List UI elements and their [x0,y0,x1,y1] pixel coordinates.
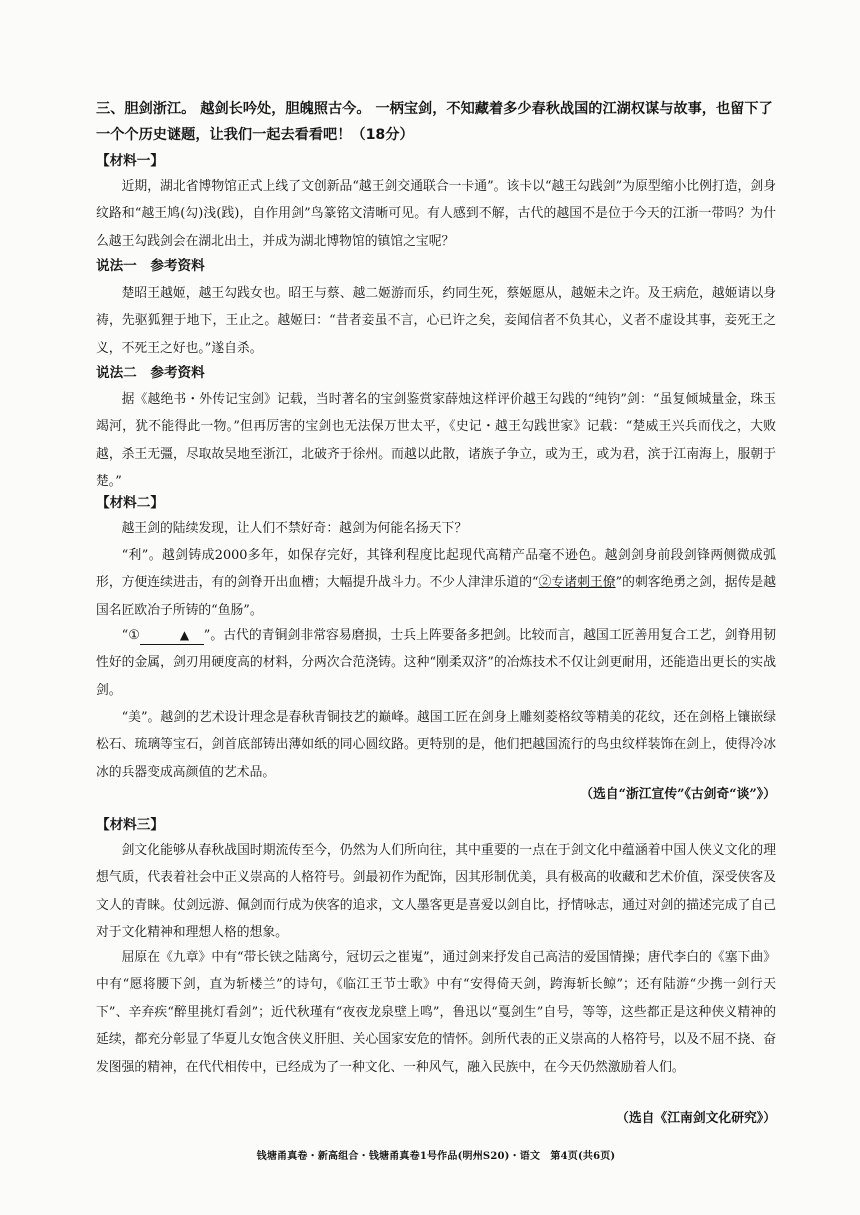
underlined-phrase: ②专诸刺王僚 [538,575,616,591]
material-2-mei-paragraph: “美”。越剑的艺术设计理念是春秋青铜技艺的巅峰。越国工匠在剑身上雕刻菱格纹等精美的花纹，还在剑格上镶嵌绿松石、琉璃等宝石，剑首底部铸出薄如纸的同心圆纹路。更特别的是，他们把越国流行的鸟虫纹样装饰在剑上，使得冷冰冰的兵器变成高颜值的艺术品。 [96,710,776,780]
li-text-a: “利”。越剑铸成2000多年，如保存完好，其锋利程度比起现代高精产品毫不逊色。越剑剑身前段剑锋两侧微成弧形，方便连续进击，有的剑脊开出血槽；大幅提升战斗力。不少人津津乐道的“ [96,548,776,591]
material-2-intro: 越王剑的陆续发现，让人们不禁好奇：越剑为何能名扬天下？ [121,521,468,536]
material-2-source: （选自“浙江宣传”《古剑奇“谈”》） [580,787,776,802]
material-2-li-paragraph [96,542,776,624]
theory-1-text: 楚昭王越姬，越王勾践女也。昭王与蔡、越二姬游而乐，约同生死，蔡姬愿从，越姬未之许。及王病危，越姬请以身祷，先驱狐狸于地下，王止之。越姬曰：“昔者妾虽不言，心已许之矣，妾闻信者不负其心，义者不虚设其事，妾死王之义，不死王之好也。”遂自杀。 [96,286,776,356]
triangle-icon: ▲ [179,628,190,642]
material-1-paragraph: 近期，湖北省博物馆正式上线了文创新品“越王剑交通联合一卡通”。该卡以“越王勾践剑”为原型缩小比例打造，剑身纹路和“越王鸠(勾)浅(践)，自作用剑”鸟篆铭文清晰可见。有人感到不解，古代的越国不是位于今天的江浙一带吗？为什么越王勾践剑会在湖北出土，并成为湖北博物馆的镇馆之宝呢？ [96,179,776,249]
li-text-b: ”的刺客绝勇之剑，据传是越国名匠欧冶子所铸的“鱼肠”。 [96,575,776,618]
material-1-label: 【材料一】 [96,153,164,169]
page-footer: 钱塘甬真卷・新高组合・钱塘甬真卷1号作品(明州S20)・语文 第4页(共6页) [256,1151,616,1162]
material-3-paragraph-1: 剑文化能够从春秋战国时期流传至今，仍然为人们所向往，其中重要的一点在于剑文化中蕴涵着中国人侠义文化的理想气质，代表着社会中正义崇高的人格符号。剑最初作为配饰，因其形制优美，具有极高的收藏和艺术价值，深受侠客及文人的青睐。仗剑远游、佩剑而行成为侠客的追求，文人墨客更是喜爱以剑自比，抒情咏志，通过对剑的描述完成了自己对于文化精神和理想人格的想象。 [96,843,776,941]
question-header: 三、胆剑浙江。 越剑长吟处，胆魄照古今。 一柄宝剑，不知藏着多少春秋战国的江湖权谋与故事，也留下了一个个历史谜题，让我们一起去看看吧！（18分） [96,101,773,143]
blank-prefix: “① [121,628,140,643]
material-3-source: （选自《江南剑文化研究》） [616,1111,776,1126]
material-2-label: 【材料二】 [96,495,164,511]
material-2-blank-paragraph [96,622,776,704]
theory-2-label: 说法二 参考资料 [96,365,205,381]
blank-after-text: ”。古代的青铜剑非常容易磨损，士兵上阵要备多把剑。比较而言，越国工匠善用复合工艺，剑脊用韧性好的金属，剑刃用硬度高的材料，分两次合范浇铸。这种“刚柔双济”的冶炼技术不仅让剑更耐用，还能造出更长的实战剑。 [96,628,776,698]
theory-1-label: 说法一 参考资料 [96,258,205,274]
fill-in-blank [140,627,204,645]
material-3-label: 【材料三】 [96,817,164,833]
material-3-paragraph-2: 屈原在《九章》中有“带长铗之陆离兮，冠切云之崔嵬”，通过剑来抒发自己高洁的爱国情操；唐代李白的《塞下曲》中有“愿将腰下剑，直为斩楼兰”的诗句，《临江王节士歌》中有“安得倚天剑，跨海斩长鲸”；还有陆游“少携一剑行天下”、辛弃疾“醉里挑灯看剑”；近代秋瑾有“夜夜龙泉壁上鸣”，鲁迅以“戛剑生”自号，等等，这些都正是这种侠义精神的延续，都充分彰显了华夏儿女饱含侠义肝胆、关心国家安危的情怀。剑所代表的正义崇高的人格符号，以及不屈不挠、奋发图强的精神，在代代相传中，已经成为了一种文化、一种风气，融入民族中，在今天仍然激励着人们。 [96,950,776,1075]
theory-2-text: 据《越绝书・外传记宝剑》记载，当时著名的宝剑鉴赏家薛烛这样评价越王勾践的“纯钧”剑：“虽复倾城量金，珠玉竭河，犹不能得此一物。”但再厉害的宝剑也无法保万世太平，《史记・越王勾践世家》记载：“楚威王兴兵而伐之，大败越，杀王无彊，尽取故吴地至浙江，北破齐于徐州。而越以此散，诸族子争立，或为王，或为君，滨于江南海上，服朝于楚。” [96,392,776,490]
